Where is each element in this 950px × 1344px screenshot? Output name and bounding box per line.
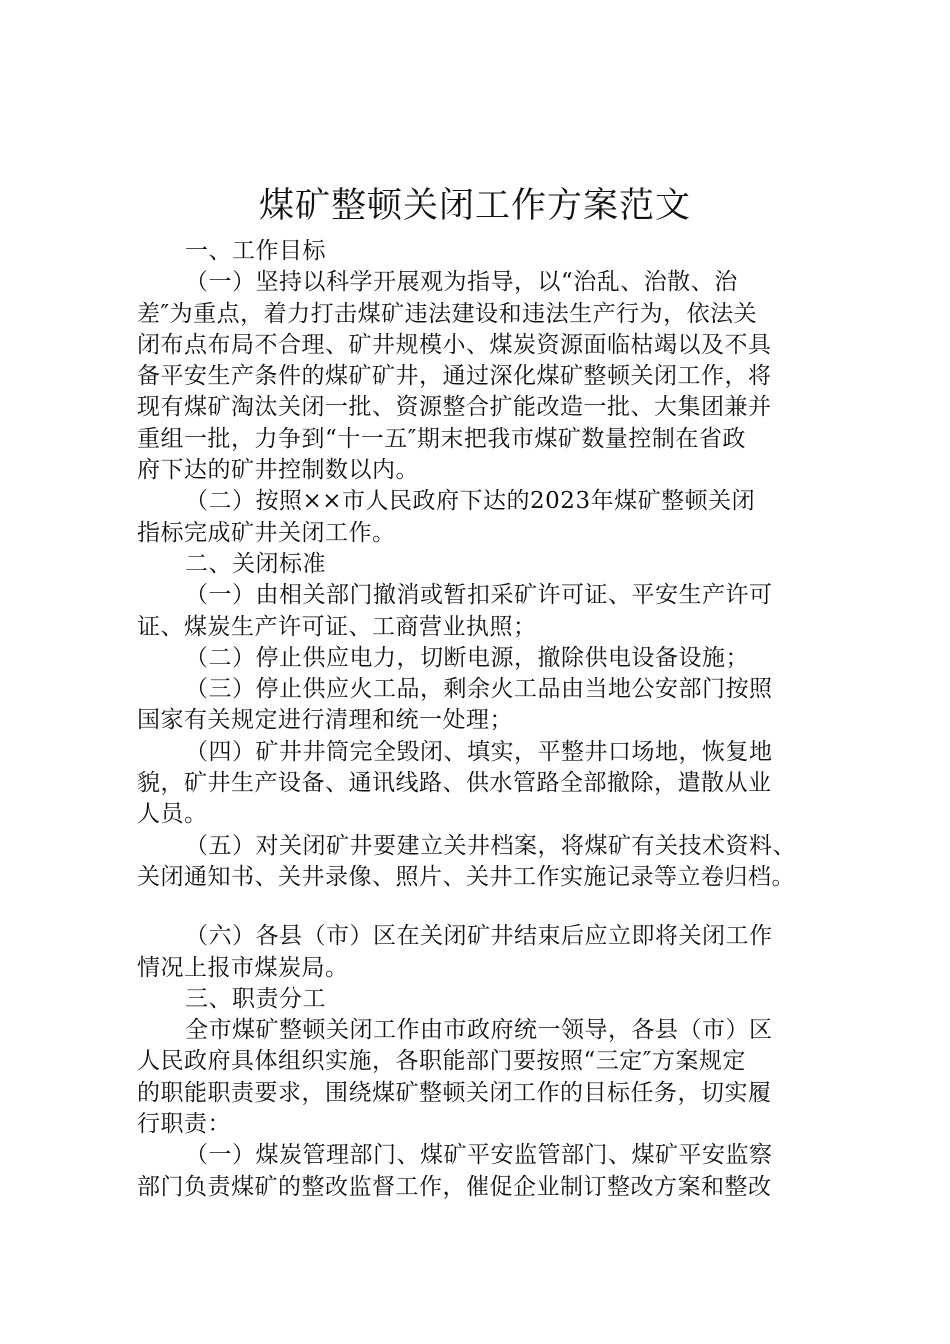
paragraph-line: 闭布点布局不合理、矿井规模小、煤炭资源面临枯竭以及不具 [137, 331, 772, 358]
paragraph-line: 全市煤矿整顿关闭工作由市政府统一领导，各县（市）区 [185, 1017, 773, 1044]
paragraph-line: （六）各县（市）区在关闭矿井结束后应立即将关闭工作 [185, 923, 773, 950]
paragraph-line: 行职责： [137, 1111, 231, 1138]
section-heading: 三、职责分工 [185, 985, 326, 1012]
paragraph-line: 府下达的矿井控制数以内。 [137, 457, 419, 484]
paragraph-line: （二）停止供应电力，切断电源，撤除供电设备设施； [185, 644, 749, 671]
paragraph-line: （一）煤炭管理部门、煤矿平安监管部门、煤矿平安监察 [185, 1142, 773, 1169]
document-body [137, 236, 837, 1203]
section-heading: 二、关闭标准 [185, 550, 326, 577]
paragraph-line: 关闭通知书、关井录像、照片、关井工作实施记录等立卷归档。 [137, 863, 795, 890]
paragraph-line: 人民政府具体组织实施，各职能部门要按照“三定″方案规定 [137, 1048, 746, 1075]
paragraph-line: 差″为重点，着力打击煤矿违法建设和违法生产行为，依法关 [137, 300, 758, 327]
section-heading: 一、工作目标 [185, 238, 326, 264]
paragraph-line: （四）矿井井筒完全毁闭、填实，平整井口场地，恢复地 [185, 738, 773, 765]
paragraph-line: （五）对关闭矿井要建立关井档案，将煤矿有关技术资料、 [185, 832, 796, 859]
document-title: 煤矿整顿关闭工作方案范文 [258, 186, 691, 226]
paragraph-line: （一）坚持以科学开展观为指导，以“治乱、治散、治 [185, 269, 738, 296]
paragraph-line: 备平安生产条件的煤矿矿井，通过深化煤矿整顿关闭工作，将 [137, 363, 772, 390]
paragraph-line: 国家有关规定进行清理和统一处理； [137, 707, 513, 734]
paragraph-line: 部门负责煤矿的整改监督工作，催促企业制订整改方案和整改 [137, 1173, 772, 1200]
paragraph-line: 人员。 [137, 801, 208, 828]
paragraph-line: 貌，矿井生产设备、通讯线路、供水管路全部撤除，遣散从业 [137, 770, 772, 797]
paragraph-line: （二）按照××市人民政府下达的2023年煤矿整顿关闭 [185, 488, 756, 515]
paragraph-line: 重组一批，力争到“十一五″期末把我市煤矿数量控制在省政 [137, 425, 746, 452]
paragraph-line: （三）停止供应火工品，剩余火工品由当地公安部门按照 [185, 676, 773, 703]
paragraph-line: 现有煤矿淘汰关闭一批、资源整合扩能改造一批、大集团兼并 [137, 394, 772, 421]
paragraph-line: 指标完成矿井关闭工作。 [137, 519, 396, 546]
paragraph-line: 的职能职责要求，围绕煤矿整顿关闭工作的目标任务，切实履 [137, 1079, 772, 1106]
paragraph-gap [137, 893, 837, 921]
paragraph-line: 情况上报市煤炭局。 [137, 954, 349, 981]
paragraph-line: （一）由相关部门撤消或暂扣采矿许可证、平安生产许可 [185, 582, 773, 609]
paragraph-line: 证、煤炭生产许可证、工商营业执照； [137, 613, 537, 640]
